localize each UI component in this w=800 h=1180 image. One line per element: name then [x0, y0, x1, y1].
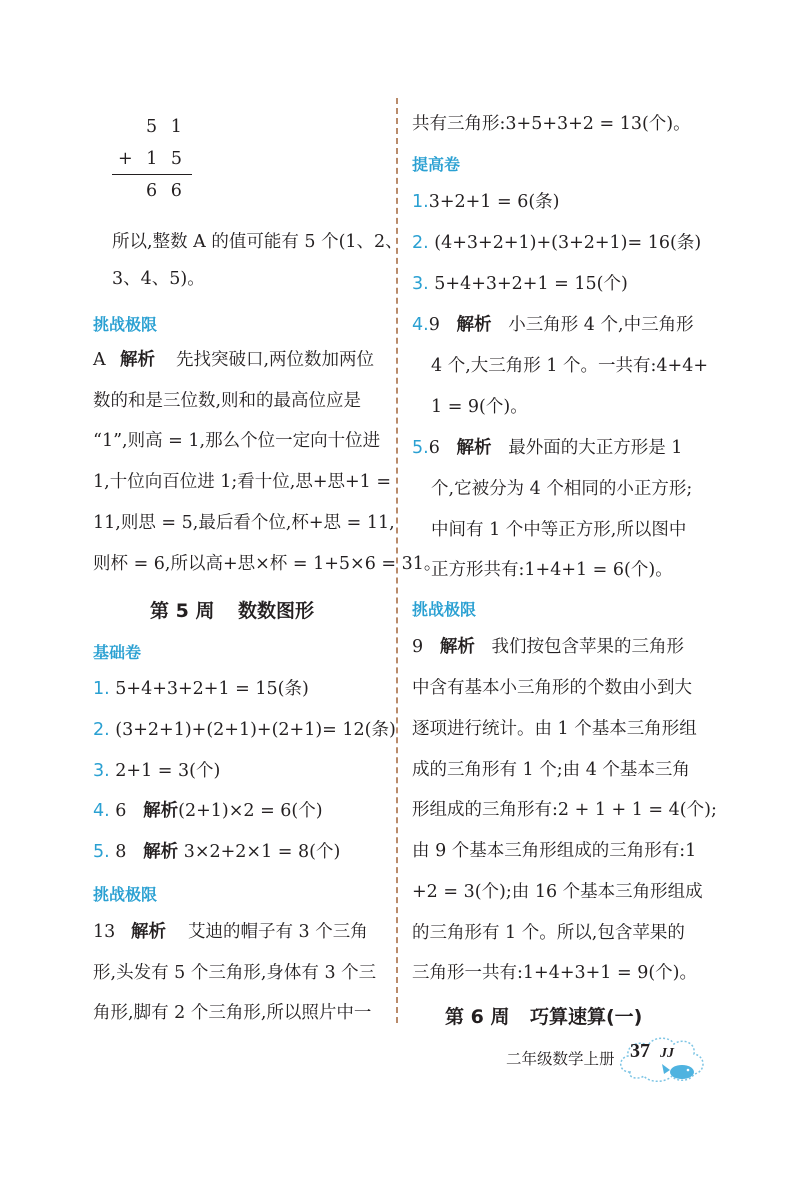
section-title-basic: 基础卷 [93, 643, 142, 662]
challenge-line: 形组成的三角形有:2 + 1 + 1 = 4(个); [412, 800, 717, 820]
analysis-label: 解析 [439, 637, 475, 657]
challenge-line: +2 = 3(个);由 16 个基本三角形组成 [412, 882, 703, 902]
basic-item-1: 1. 5+4+3+2+1 = 15(条) [93, 679, 309, 699]
challenge-line: 由 9 个基本三角形组成的三角形有:1 [412, 841, 697, 861]
advanced-item-4: 4.9 解析 小三角形 4 个,中三角形 [412, 315, 694, 335]
challenge-line: 角形,脚有 2 个三角形,所以照片中一 [93, 1003, 372, 1023]
challenge-line: 成的三角形有 1 个;由 4 个基本三角 [412, 760, 690, 780]
week5-label: 第 5 周 [150, 600, 215, 622]
challenge-answer: 13 [93, 922, 116, 942]
book-title: 二年级数学上册 [506, 1050, 615, 1068]
item5-line: 个,它被分为 4 个相同的小正方形; [431, 479, 693, 499]
analysis-label: 解析 [143, 842, 179, 862]
basic-item-4: 4. 6 解析(2+1)×2 = 6(个) [93, 801, 323, 821]
challenge-line: 三角形一共有:1+4+3+1 = 9(个)。 [412, 963, 697, 983]
week5-title: 数数图形 [238, 600, 315, 622]
analysis-label: 解析 [143, 801, 179, 821]
section-title-advanced: 提高卷 [412, 155, 461, 174]
addition-row-1: 5 1 [146, 117, 186, 137]
addition-row-2: + 1 5 [118, 149, 187, 169]
basic-item-3: 3. 2+1 = 3(个) [93, 761, 221, 781]
continued-line: 共有三角形:3+5+3+2 = 13(个)。 [412, 114, 691, 134]
addition-rule [112, 174, 192, 175]
conclusion-line-2: 3、4、5)。 [112, 269, 205, 289]
challenge-line: 形,头发有 5 个三角形,身体有 3 个三 [93, 963, 377, 983]
challenge-line: 中含有基本小三角形的个数由小到大 [412, 678, 692, 698]
analysis-label: 解析 [120, 350, 155, 370]
challenge-line: 则杯 = 6,所以高+思×杯 = 1+5×6 = 31。 [93, 554, 442, 574]
challenge-line: “1”,则高 = 1,那么个位一定向十位进 [93, 431, 381, 451]
basic-item-2: 2. (3+2+1)+(2+1)+(2+1)= 12(条) [93, 720, 396, 740]
item5-line: 中间有 1 个中等正方形,所以图中 [431, 520, 687, 540]
challenge-line: 逐项进行统计。由 1 个基本三角形组 [412, 719, 697, 739]
advanced-item-5: 5.6 解析 最外面的大正方形是 1 [412, 438, 683, 458]
item4-line: 1 = 9(个)。 [431, 397, 528, 417]
analysis-label: 解析 [456, 315, 492, 335]
edition-code: JJ [660, 1046, 674, 1061]
challenge-line: 的三角形有 1 个。所以,包含苹果的 [412, 923, 685, 943]
challenge-answer: A [93, 350, 106, 370]
addition-result: 6 6 [146, 181, 186, 201]
item4-line: 4 个,大三角形 1 个。一共有:4+4+ [431, 356, 709, 376]
advanced-item-2: 2. (4+3+2+1)+(3+2+1)= 16(条) [412, 233, 702, 253]
challenge-line: 11,则思 = 5,最后看个位,杯+思 = 11, [93, 513, 395, 533]
advanced-item-1: 1.3+2+1 = 6(条) [412, 192, 560, 212]
item5-line: 正方形共有:1+4+1 = 6(个)。 [431, 560, 673, 580]
challenge-line: 1,十位向百位进 1;看十位,思+思+1 = [93, 472, 392, 492]
conclusion-line-1: 所以,整数 A 的值可能有 5 个(1、2、 [112, 232, 403, 252]
challenge-line: 数的和是三位数,则和的最高位应是 [93, 391, 362, 411]
week6-title: 巧算速算(一) [530, 1006, 643, 1028]
section-title-challenge: 挑战极限 [93, 315, 158, 334]
challenge-line: 艾迪的帽子有 3 个三角 [188, 922, 368, 942]
challenge-line: 先找突破口,两位数加两位 [176, 350, 375, 370]
analysis-label: 解析 [131, 922, 166, 942]
section-title-challenge: 挑战极限 [412, 600, 477, 619]
challenge-first-line: 9 解析 我们按包含苹果的三角形 [412, 637, 685, 657]
analysis-label: 解析 [456, 438, 492, 458]
advanced-item-3: 3. 5+4+3+2+1 = 15(个) [412, 274, 628, 294]
page-number: 37 [630, 1040, 650, 1062]
basic-item-5: 5. 8 解析 3×2+2×1 = 8(个) [93, 842, 341, 862]
week6-label: 第 6 周 [445, 1006, 510, 1028]
section-title-challenge: 挑战极限 [93, 885, 158, 904]
